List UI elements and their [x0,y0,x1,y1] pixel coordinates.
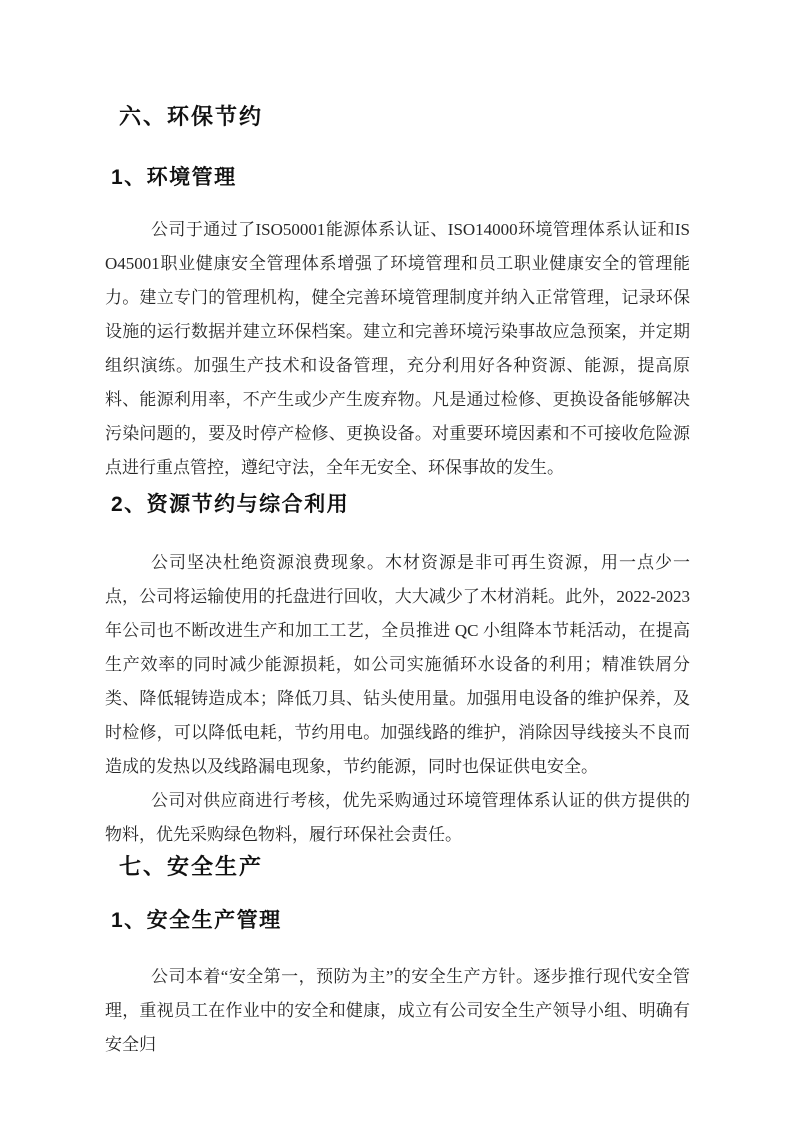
section-heading-env-conservation: 六、环保节约 [119,104,264,129]
paragraph-environment-management: 公司于通过了ISO50001能源体系认证、ISO14000环境管理体系认证和ISO45001职业健康安全管理体系增强了环境管理和员工职业健康安全的管理能力。建立专门的管理机构，健全完善环境管理制度并纳入正常管理，记录环保设施的运行数据并建立环保档案。建立和完善环境污染事故应急预案，并定期组织演练。加强生产技术和设备管理，充分利用好各种资源、能源，提高原料、能源利用率，不产生或少产生废弃物。凡是通过检修、更换设备能够解决污染问题的，要及时停产检修、更换设备。对重要环境因素和不可接收危险源点进行重点管控，遵纪守法，全年无安全、环保事故的发生。 [105,220,690,477]
subsection-heading-resource-utilization: 2、资源节约与综合利用 [111,493,350,516]
paragraph-safety-management: 公司本着“安全第一，预防为主”的安全生产方针。逐步推行现代安全管理，重视员工在作业中的安全和健康，成立有公司安全生产领导小组、明确有安全归 [105,967,690,1054]
paragraph-resource-utilization-1: 公司坚决杜绝资源浪费现象。木材资源是非可再生资源，用一点少一点，公司将运输使用的托盘进行回收，大大减少了木材消耗。此外，2022-2023 年公司也不断改进生产和加工工艺，全员推进 QC 小组降本节耗活动，在提高生产效率的同时减少能源损耗，如公司实施循环水设备的利用；精准铁屑分类、降低辊铸造成本；降低刀具、钻头使用量。加强用电设备的维护保养，及时检修，可以降低电耗，节约用电。加强线路的维护，消除因导线接头不良而造成的发热以及线路漏电现象，节约能源，同时也保证供电安全。 [105,553,690,776]
document-content [105,0,690,1062]
section-heading-safety-production: 七、安全生产 [119,854,264,879]
subsection-heading-safety-management: 1、安全生产管理 [111,909,282,932]
paragraph-resource-utilization-2: 公司对供应商进行考核，优先采购通过环境管理体系认证的供方提供的物料，优先采购绿色物料，履行环保社会责任。 [105,791,690,844]
subsection-heading-environment-management: 1、环境管理 [111,166,237,189]
